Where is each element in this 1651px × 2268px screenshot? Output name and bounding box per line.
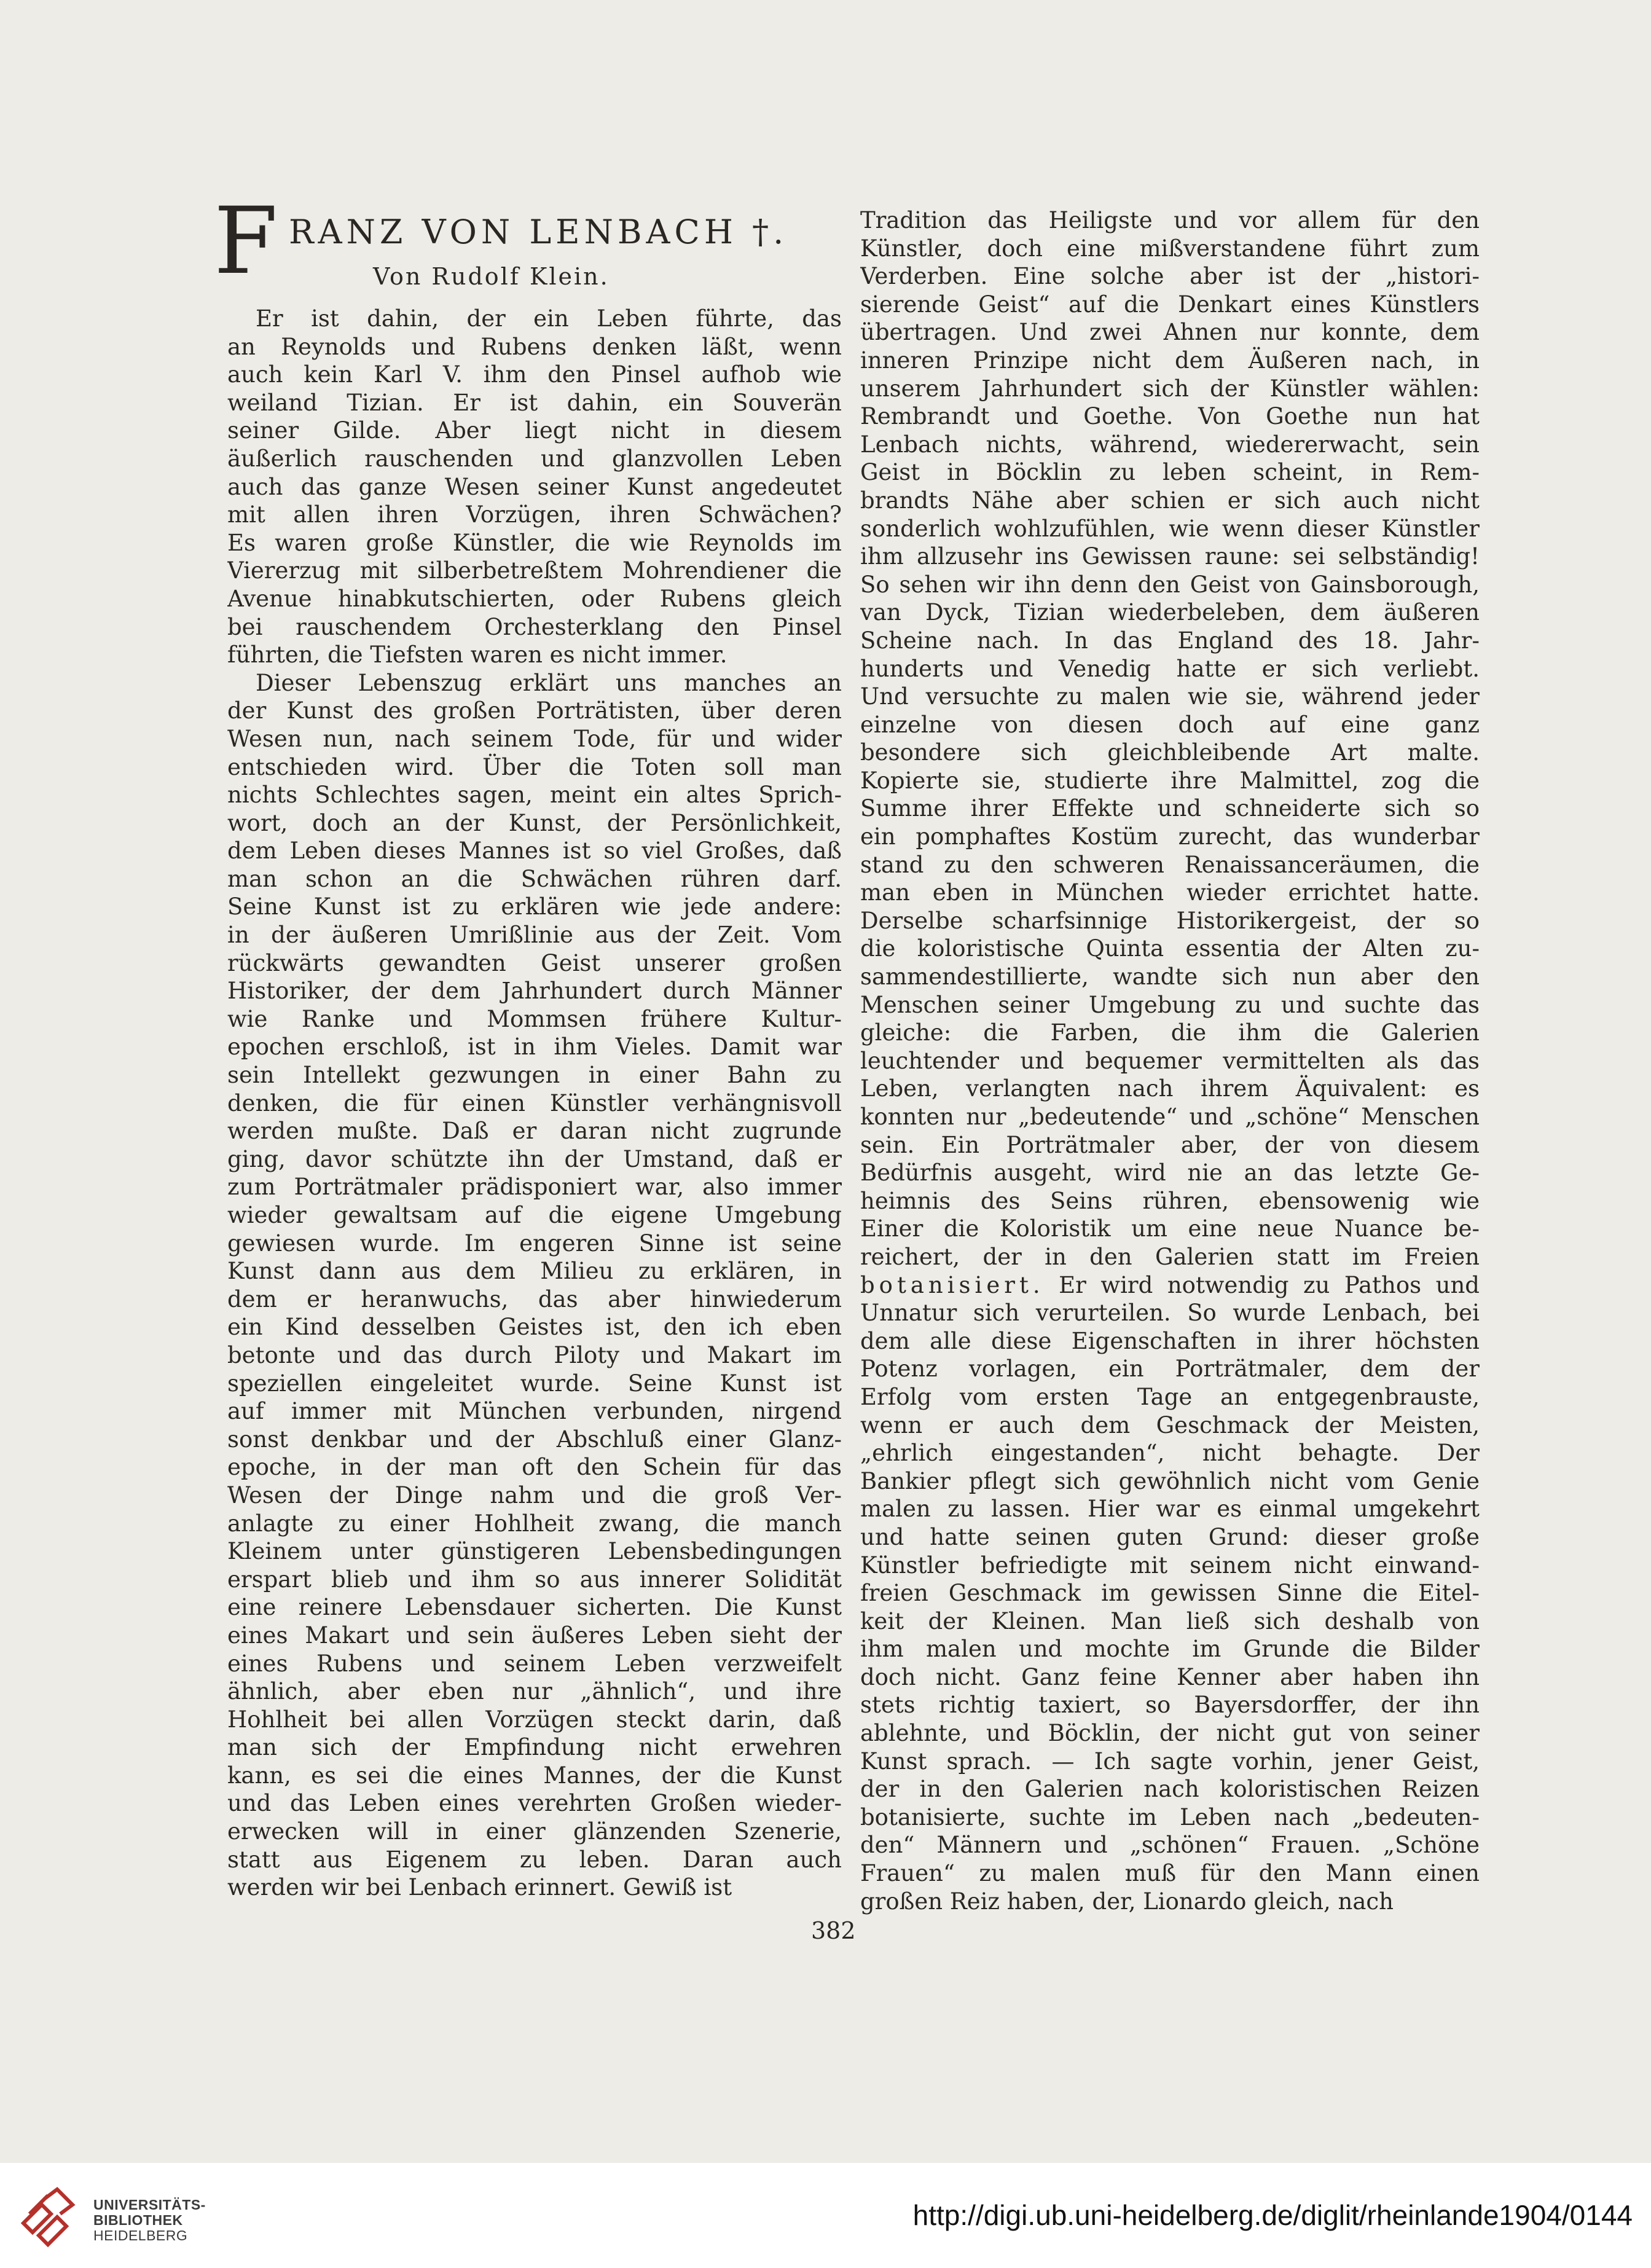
left-column-line: statt aus Eigenem zu leben. Daran auch [227, 1846, 842, 1873]
left-column-line: Hohlheit bei allen Vorzügen steckt darin, daß [227, 1706, 842, 1733]
right-column-line: van Dyck, Tizian wiederbeleben, dem äußeren [860, 599, 1480, 626]
left-column-line: eines Makart und sein äußeres Leben sieht der [227, 1622, 842, 1649]
right-column-line: ihm allzusehr ins Gewissen raune: sei selbständig! [860, 543, 1480, 570]
left-column-line: auf immer mit München verbunden, nirgend [227, 1398, 842, 1425]
left-column-line: dem Leben dieses Mannes ist so viel Großes, daß [227, 838, 842, 865]
page-number: 382 [811, 1917, 856, 1944]
left-column-line: führten, die Tiefsten waren es nicht immer. [227, 642, 727, 669]
left-column-line: wieder gewaltsam auf die eigene Umgebung [227, 1202, 842, 1228]
left-column-line: wie Ranke und Mommsen frühere Kultur- [227, 1005, 842, 1032]
right-column-line: stand zu den schweren Renaissanceräumen, die [860, 851, 1480, 878]
left-column-line: man schon an die Schwächen rühren darf. [227, 865, 842, 892]
left-column-line: Seine Kunst ist zu erklären wie jede andere: [227, 893, 842, 920]
right-column-line: Kopierte sie, studierte ihre Malmittel, zog die [860, 767, 1480, 794]
right-column-line: sein. Ein Porträtmaler aber, der von diesem [860, 1131, 1480, 1158]
right-column-line: Rembrandt und Goethe. Von Goethe nun hat [860, 403, 1480, 430]
right-column-line: Verderben. Eine solche aber ist der „histori- [860, 263, 1480, 290]
right-column-line: den“ Männern und „schönen“ Frauen. „Schöne [860, 1832, 1480, 1859]
right-column-line: die koloristische Quinta essentia der Alten zu- [860, 935, 1480, 962]
title-initial: F [214, 188, 278, 295]
article-byline: Von Rudolf Klein. [373, 263, 610, 290]
right-column-line: sierende Geist“ auf die Denkart eines Künstlers [860, 291, 1480, 318]
left-column-line: Wesen der Dinge nahm und die groß Ver- [227, 1481, 842, 1509]
emphasis-word: botanisiert. [860, 1271, 1045, 1298]
right-column-line: wenn er auch dem Geschmack der Meisten, [860, 1411, 1480, 1438]
right-column-line: unserem Jahrhundert sich der Künstler wählen: [860, 375, 1480, 402]
right-column-line: Einer die Koloristik um eine neue Nuance be- [860, 1215, 1480, 1242]
left-column-line: epochen erschloß, ist in ihm Vieles. Damit war [227, 1034, 842, 1061]
right-column-line: man eben in München wieder errichtet hatte. [860, 879, 1480, 906]
right-column-line: hunderts und Venedig hatte er sich verliebt. [860, 655, 1480, 682]
right-column-line: Potenz vorlagen, ein Porträtmaler, dem der [860, 1356, 1480, 1383]
left-column-line: Historiker, der dem Jahrhundert durch Männer [227, 978, 842, 1005]
left-column-line: Kleinem unter günstigeren Lebensbedingungen [227, 1538, 842, 1565]
left-column-line: anlagte zu einer Hohlheit zwang, die manch [227, 1510, 842, 1537]
right-column-line: keit der Kleinen. Man ließ sich deshalb von [860, 1607, 1480, 1634]
right-column-line: stets richtig taxiert, so Bayersdorffer, der ihn [860, 1692, 1480, 1719]
left-column-line: erwecken will in einer glänzenden Szenerie, [227, 1818, 842, 1845]
left-column-line: man sich der Empfindung nicht erwehren [227, 1734, 842, 1761]
left-column-line: Er ist dahin, der ein Leben führte, das [256, 305, 842, 332]
right-column-line: ein pomphaftes Kostüm zurecht, das wunderbar [860, 823, 1480, 850]
right-column-line: Kunst sprach. — Ich sagte vorhin, jener Geist, [860, 1748, 1480, 1775]
right-column-line: Lenbach nichts, während, wiedererwacht, sein [860, 431, 1480, 458]
left-column-line: gewiesen wurde. Im engeren Sinne ist seine [227, 1230, 842, 1257]
right-column-line: der in den Galerien nach koloristischen Reizen [860, 1776, 1480, 1803]
left-column-line: Dieser Lebenszug erklärt uns manches an [256, 669, 842, 696]
article-title: RANZ VON LENBACH †. [289, 213, 788, 251]
right-column-line: übertragen. Und zwei Ahnen nur konnte, dem [860, 319, 1480, 346]
right-column-line: gleiche: die Farben, die ihm die Galerien [860, 1019, 1480, 1046]
right-column-line: ihm malen und mochte im Grunde die Bilder [860, 1636, 1480, 1663]
left-column-line: der Kunst des großen Porträtisten, über deren [227, 697, 842, 724]
left-column-line: auch kein Karl V. ihm den Pinsel aufhob wie [227, 361, 842, 388]
left-column-text [227, 305, 842, 1902]
library-name-line3: HEIDELBERG [93, 2227, 188, 2243]
right-column-line: So sehen wir ihn denn den Geist von Gainsborough, [860, 571, 1480, 598]
right-column-line: Unnatur sich verurteilen. So wurde Lenbach, bei [860, 1300, 1480, 1327]
left-column-line: äußerlich rauschenden und glanzvollen Leben [227, 445, 842, 472]
right-column-text [860, 206, 1480, 1915]
source-url-link[interactable]: http://digi.ub.uni-heidelberg.de/diglit/rheinlande1904/0144 [912, 2199, 1633, 2231]
right-column-line: botanisierte, suchte im Leben nach „bedeuten- [860, 1803, 1480, 1830]
left-column-line: Es waren große Künstler, die wie Reynolds im [227, 529, 842, 556]
right-column [860, 206, 1480, 1915]
right-column-line: freien Geschmack im gewissen Sinne die Eitel- [860, 1580, 1480, 1607]
right-column-line: Geist in Böcklin zu leben scheint, in Rem- [860, 459, 1480, 486]
left-column-line: dem er heranwuchs, das aber hinwiederum [227, 1285, 842, 1313]
ub-heidelberg-logo-icon[interactable] [17, 2186, 79, 2248]
left-column-line: entschieden wird. Über die Toten soll man [227, 753, 842, 780]
right-column-line: großen Reiz haben, der, Lionardo gleich, nach [860, 1888, 1394, 1915]
library-name[interactable] [93, 2197, 206, 2243]
library-name-line2: BIBLIOTHEK [93, 2212, 183, 2228]
right-column-line: Erfolg vom ersten Tage an entgegenbrauste, [860, 1383, 1480, 1410]
left-column-line: speziellen eingeleitet wurde. Seine Kunst ist [227, 1370, 842, 1397]
left-column-line: Viererzug mit silberbetreßtem Mohrendiener die [227, 557, 842, 584]
left-column-line: ging, davor schützte ihn der Umstand, daß er [227, 1145, 842, 1172]
right-column-line: ablehnte, und Böcklin, der nicht gut von seiner [860, 1720, 1480, 1747]
left-column-line: zum Porträtmaler prädisponiert war, also immer [227, 1174, 842, 1201]
left-column-line: betonte und das durch Piloty und Makart im [227, 1341, 842, 1368]
right-column-line: konnten nur „bedeutende“ und „schöne“ Menschen [860, 1104, 1480, 1130]
right-column-line: Bankier pflegt sich gewöhnlich nicht vom Genie [860, 1467, 1480, 1494]
left-column-line: auch das ganze Wesen seiner Kunst angedeutet [227, 473, 842, 500]
right-column-line: Derselbe scharfsinnige Historikergeist, der so [860, 907, 1480, 934]
right-column-line: Frauen“ zu malen muß für den Mann einen [860, 1860, 1480, 1887]
right-column-line: doch nicht. Ganz feine Kenner aber haben ihn [860, 1663, 1480, 1690]
left-column-line: bei rauschendem Orchesterklang den Pinsel [227, 613, 842, 640]
left-column-line: weiland Tizian. Er ist dahin, ein Souverän [227, 389, 842, 416]
right-column-line: „ehrlich eingestanden“, nicht behagte. Der [860, 1440, 1480, 1467]
right-column-line: leuchtender und bequemer vermittelten als das [860, 1047, 1480, 1074]
right-column-line: Bedürfnis ausgeht, wird nie an das letzte Ge- [860, 1160, 1480, 1187]
left-column-line: Kunst dann aus dem Milieu zu erklären, in [227, 1258, 842, 1285]
left-column-line: in der äußeren Umrißlinie aus der Zeit. Vom [227, 922, 842, 949]
right-column-line: Summe ihrer Effekte und schneiderte sich so [860, 795, 1480, 822]
right-column-line: sammendestillierte, wandte sich nun aber den [860, 963, 1480, 991]
right-column-line: Künstler, doch eine mißverstandene führt zum [860, 235, 1480, 262]
footer-bar [0, 2163, 1651, 2268]
right-column-line: Und versuchte zu malen wie sie, während jeder [860, 683, 1480, 710]
left-column-line: werden wir bei Lenbach erinnert. Gewiß ist [227, 1874, 732, 1901]
left-column-line: Wesen nun, nach seinem Tode, für und wider [227, 725, 842, 752]
right-column-line: Leben, verlangten nach ihrem Äquivalent: es [860, 1075, 1480, 1102]
left-column-line: rückwärts gewandten Geist unserer großen [227, 949, 842, 976]
right-column-line: Menschen seiner Umgebung zu und suchte das [860, 991, 1480, 1018]
left-column [214, 188, 842, 1902]
right-column-line: dem alle diese Eigenschaften in ihrer höchsten [860, 1327, 1480, 1354]
left-column-line: epoche, in der man oft den Schein für das [227, 1454, 842, 1481]
left-column-line: wort, doch an der Kunst, der Persönlichkeit, [227, 809, 842, 836]
right-column-line: brandts Nähe aber schien er sich auch nicht [860, 487, 1480, 514]
left-column-line: nichts Schlechtes sagen, meint ein altes Sprich- [227, 782, 842, 809]
left-column-line: ein Kind desselben Geistes ist, den ich eben [227, 1314, 842, 1341]
right-column-line: besondere sich gleichbleibende Art malte. [860, 739, 1480, 766]
left-column-line: Avenue hinabkutschierten, oder Rubens gleich [227, 585, 842, 612]
right-column-line: heimnis des Seins rühren, ebensowenig wie [860, 1187, 1480, 1214]
left-column-line: sein Intellekt gezwungen in einer Bahn zu [227, 1062, 842, 1089]
right-column-line: Künstler befriedigte mit seinem nicht einwand- [860, 1552, 1480, 1579]
right-column-line: Scheine nach. In das England des 18. Jahr- [860, 627, 1480, 654]
left-column-line: eines Rubens und seinem Leben verzweifelt [227, 1650, 842, 1677]
right-column-line: sonderlich wohlzufühlen, wie wenn dieser Künstler [860, 515, 1480, 542]
right-column-line: malen zu lassen. Hier war es einmal umgekehrt [860, 1496, 1480, 1523]
left-column-line: kann, es sei die eines Mannes, der die Kunst [227, 1762, 842, 1789]
library-name-line1: UNIVERSITÄTS- [93, 2197, 206, 2213]
right-column-line: inneren Prinzipe nicht dem Äußeren nach, in [860, 347, 1480, 374]
left-column-line: seiner Gilde. Aber liegt nicht in diesem [227, 417, 842, 444]
left-column-line: werden mußte. Daß er daran nicht zugrunde [227, 1118, 842, 1145]
article-header [214, 188, 842, 305]
right-column-line: einzelne von diesen doch auf eine ganz [860, 711, 1480, 738]
left-column-line: eine reinere Lebensdauer sicherten. Die Kunst [227, 1594, 842, 1621]
left-column-line: denken, die für einen Künstler verhängnisvoll [227, 1089, 842, 1116]
left-column-line: erspart blieb und ihm so aus innerer Solidität [227, 1566, 842, 1593]
right-column-line: botanisiert. Er wird notwendig zu Pathos und [860, 1271, 1480, 1298]
left-column-line: sonst denkbar und der Abschluß einer Glanz- [227, 1426, 842, 1453]
right-column-line: reichert, der in den Galerien statt im Freien [860, 1243, 1480, 1270]
right-column-line: Tradition das Heiligste und vor allem für den [860, 207, 1480, 233]
left-column-line: und das Leben eines verehrten Großen wieder- [227, 1790, 842, 1817]
right-column-line: und hatte seinen guten Grund: dieser große [860, 1523, 1480, 1550]
left-column-line: mit allen ihren Vorzügen, ihren Schwächen? [227, 501, 842, 528]
left-column-line: an Reynolds und Rubens denken läßt, wenn [227, 333, 842, 360]
left-column-line: ähnlich, aber eben nur „ähnlich“, und ihre [227, 1678, 842, 1705]
